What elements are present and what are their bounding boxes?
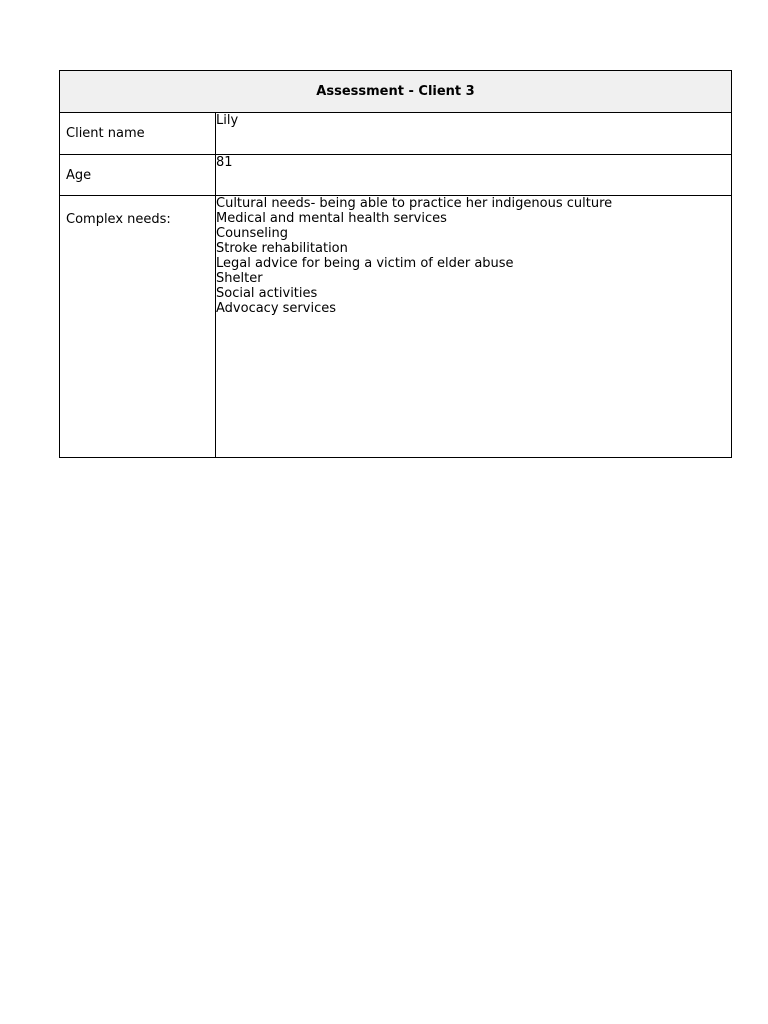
assessment-table: [59, 70, 732, 458]
client-name-label: Client name: [60, 113, 216, 155]
need-item: Legal advice for being a victim of elder abuse: [216, 256, 514, 271]
need-item: Shelter: [216, 271, 263, 286]
complex-needs-list: [216, 196, 732, 458]
need-item: Counseling: [216, 226, 288, 241]
table-title: Assessment - Client 3: [60, 71, 732, 113]
need-item: Social activities: [216, 286, 318, 301]
age-label: Age: [60, 155, 216, 196]
age-value: [216, 155, 732, 196]
age-text: 81: [216, 155, 233, 170]
table-row-complex-needs: [60, 196, 732, 458]
need-item: Cultural needs- being able to practice her indigenous culture: [216, 196, 613, 211]
table-row-client-name: [60, 113, 732, 155]
need-item: Medical and mental health services: [216, 211, 447, 226]
need-item: Stroke rehabilitation: [216, 241, 348, 256]
table-header-row: [60, 71, 732, 113]
client-name-text: Lily: [216, 113, 239, 128]
need-item: Advocacy services: [216, 301, 336, 316]
complex-needs-label: Complex needs:: [60, 196, 216, 458]
client-name-value: [216, 113, 732, 155]
table-row-age: [60, 155, 732, 196]
